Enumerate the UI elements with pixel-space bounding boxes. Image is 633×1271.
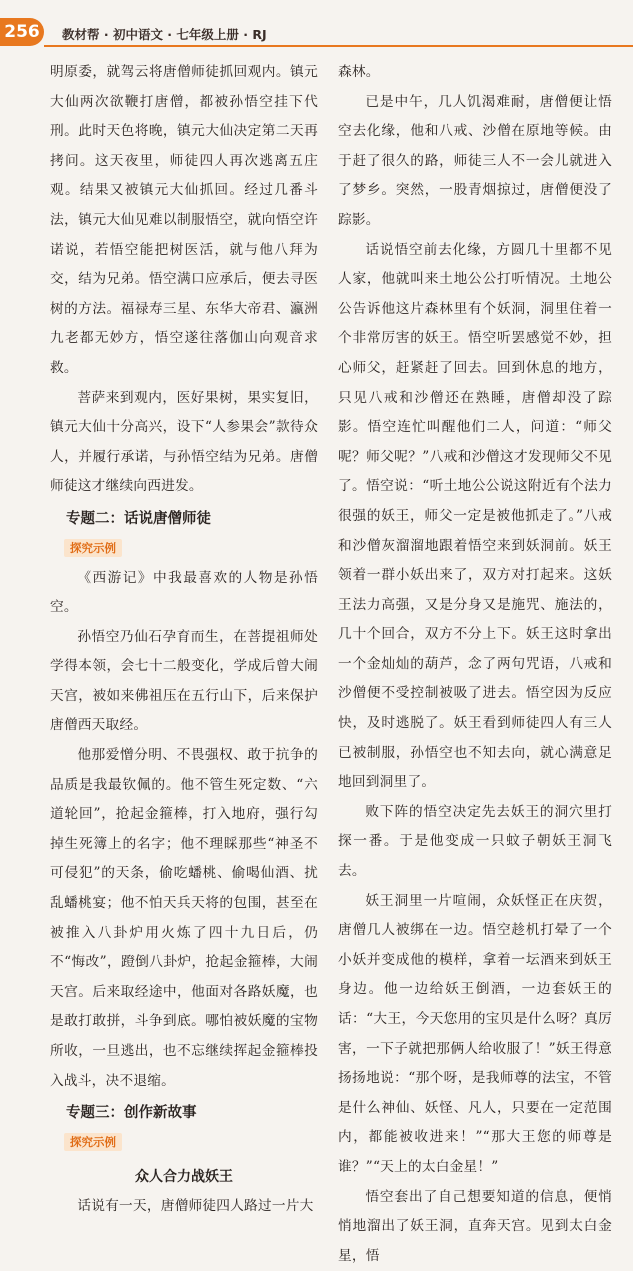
example-tag: 探究示例 [64, 1133, 122, 1151]
paragraph: 菩萨来到观内，医好果树，果实复旧，镇元大仙十分高兴，设下“人参果会”款待众人，并履行承诺，与孙悟空结为兄弟。唐僧师徒这才继续向西进发。 [50, 389, 318, 495]
paragraph: 森林。 [338, 64, 380, 80]
left-column [50, 58, 318, 1221]
paragraph: 孙悟空乃仙石孕育而生，在菩提祖师处学得本领，会七十二般变化，学成后曾大闹天宫，被如来佛祖压在五行山下，后来保护唐僧西天取经。 [50, 628, 318, 734]
story-title: 众人合力战妖王 [135, 1168, 233, 1185]
paragraph: 话说悟空前去化缘，方圆几十里都不见人家，他就叫来土地公公打听情况。土地公公告诉他这片森林里有个妖洞，洞里住着一个非常厉害的妖王。悟空听罢感觉不妙，担心师父，赶紧赶了回去。回到休息的地方，只见八戒和沙僧还在熟睡，唐僧却没了踪影。悟空连忙叫醒他们二人，问道：“师父呢？师父呢？”八戒和沙僧这才发现师父不见了。悟空说：“听土地公公说这附近有个法力很强的妖王，师父一定是被他抓走了。”八戒和沙僧灰溜溜地跟着悟空来到妖洞前。妖王领着一群小妖出来了，双方对打起来。这妖王法力高强，又是分身又是施咒、施法的，几十个回合，双方不分上下。妖王这时拿出一个金灿灿的葫芦，念了两句咒语，八戒和沙僧便不受控制被吸了进去。悟空因为反应快，及时逃脱了。妖王看到师徒四人有三人已被制服，孙悟空也不知去向，就心满意足地回到洞里了。 [338, 241, 612, 791]
section-heading: 专题二：话说唐僧师徒 [66, 510, 211, 527]
paragraph: 他那爱憎分明、不畏强权、敢于抗争的品质是我最钦佩的。他不管生死定数、“六道轮回”，抢起金箍棒，打入地府，强行勾掉生死簿上的名字；他不理睬那些“神圣不可侵犯”的天条，偷吃蟠桃、偷喝仙酒、扰乱蟠桃宴；他不怕天兵天将的包围，甚至在被推入八卦炉用火炼了四十九日后，仍不“悔改”，蹬倒八卦炉，抢起金箍棒，大闹天宫。后来取经途中，他面对各路妖魔，也是敢打敢拼，斗争到底。哪怕被妖魔的宝物所收，一旦逃出，也不忘继续挥起金箍棒投入战斗，决不退缩。 [50, 747, 318, 1089]
section-heading: 专题三：创作新故事 [66, 1105, 197, 1122]
page-number: 256 [0, 18, 44, 46]
right-column [338, 58, 612, 1271]
example-tag: 探究示例 [64, 539, 122, 557]
page-header [0, 0, 633, 48]
book-title: 教材帮 · 初中语文 · 七年级上册 · RJ [62, 27, 267, 42]
paragraph: 悟空套出了自己想要知道的信息，便悄悄地溜出了妖王洞，直奔天宫。见到太白金星，悟 [338, 1188, 612, 1264]
paragraph: 《西游记》中我最喜欢的人物是孙悟空。 [50, 569, 318, 616]
paragraph: 败下阵的悟空决定先去妖王的洞穴里打探一番。于是他变成一只蚊子朝妖王洞飞去。 [338, 803, 612, 880]
paragraph: 话说有一天，唐僧师徒四人路过一片大 [77, 1197, 314, 1214]
header-rule [44, 45, 633, 47]
paragraph: 明原委，就驾云将唐僧师徒抓回观内。镇元大仙两次欲鞭打唐僧，都被孙悟空挂下代刑。此时天色将晚，镇元大仙决定第二天再拷问。这天夜里，师徒四人再次逃离五庄观。结果又被镇元大仙抓回。经过几番斗法，镇元大仙见难以制服悟空，就向悟空许诺说，若悟空能把树医活，就与他八拜为交，结为兄弟。悟空满口应承后，便去寻医树的方法。福禄寿三星、东华大帝君、瀛洲九老都无妙方，悟空遂往落伽山向观音求救。 [50, 64, 318, 376]
paragraph: 妖王洞里一片喧闹，众妖怪正在庆贺，唐僧几人被绑在一边。悟空趁机打晕了一个小妖并变成他的模样，拿着一坛酒来到妖王身边。他一边给妖王倒酒，一边套妖王的话：“大王，今天您用的宝贝是什么呀？真厉害，一下子就把那俩人给收服了！”妖王得意扬扬地说：“那个呀，是我师尊的法宝，不管是什么神仙、妖怪、凡人，只要在一定范围内，都能被收进来！”“那大王您的师尊是谁？”“天上的太白金星！” [338, 892, 612, 1175]
paragraph: 已是中午，几人饥渴难耐，唐僧便让悟空去化缘，他和八戒、沙僧在原地等候。由于赶了很久的路，师徒三人不一会儿就进入了梦乡。突然，一股青烟掠过，唐僧便没了踪影。 [338, 93, 612, 228]
